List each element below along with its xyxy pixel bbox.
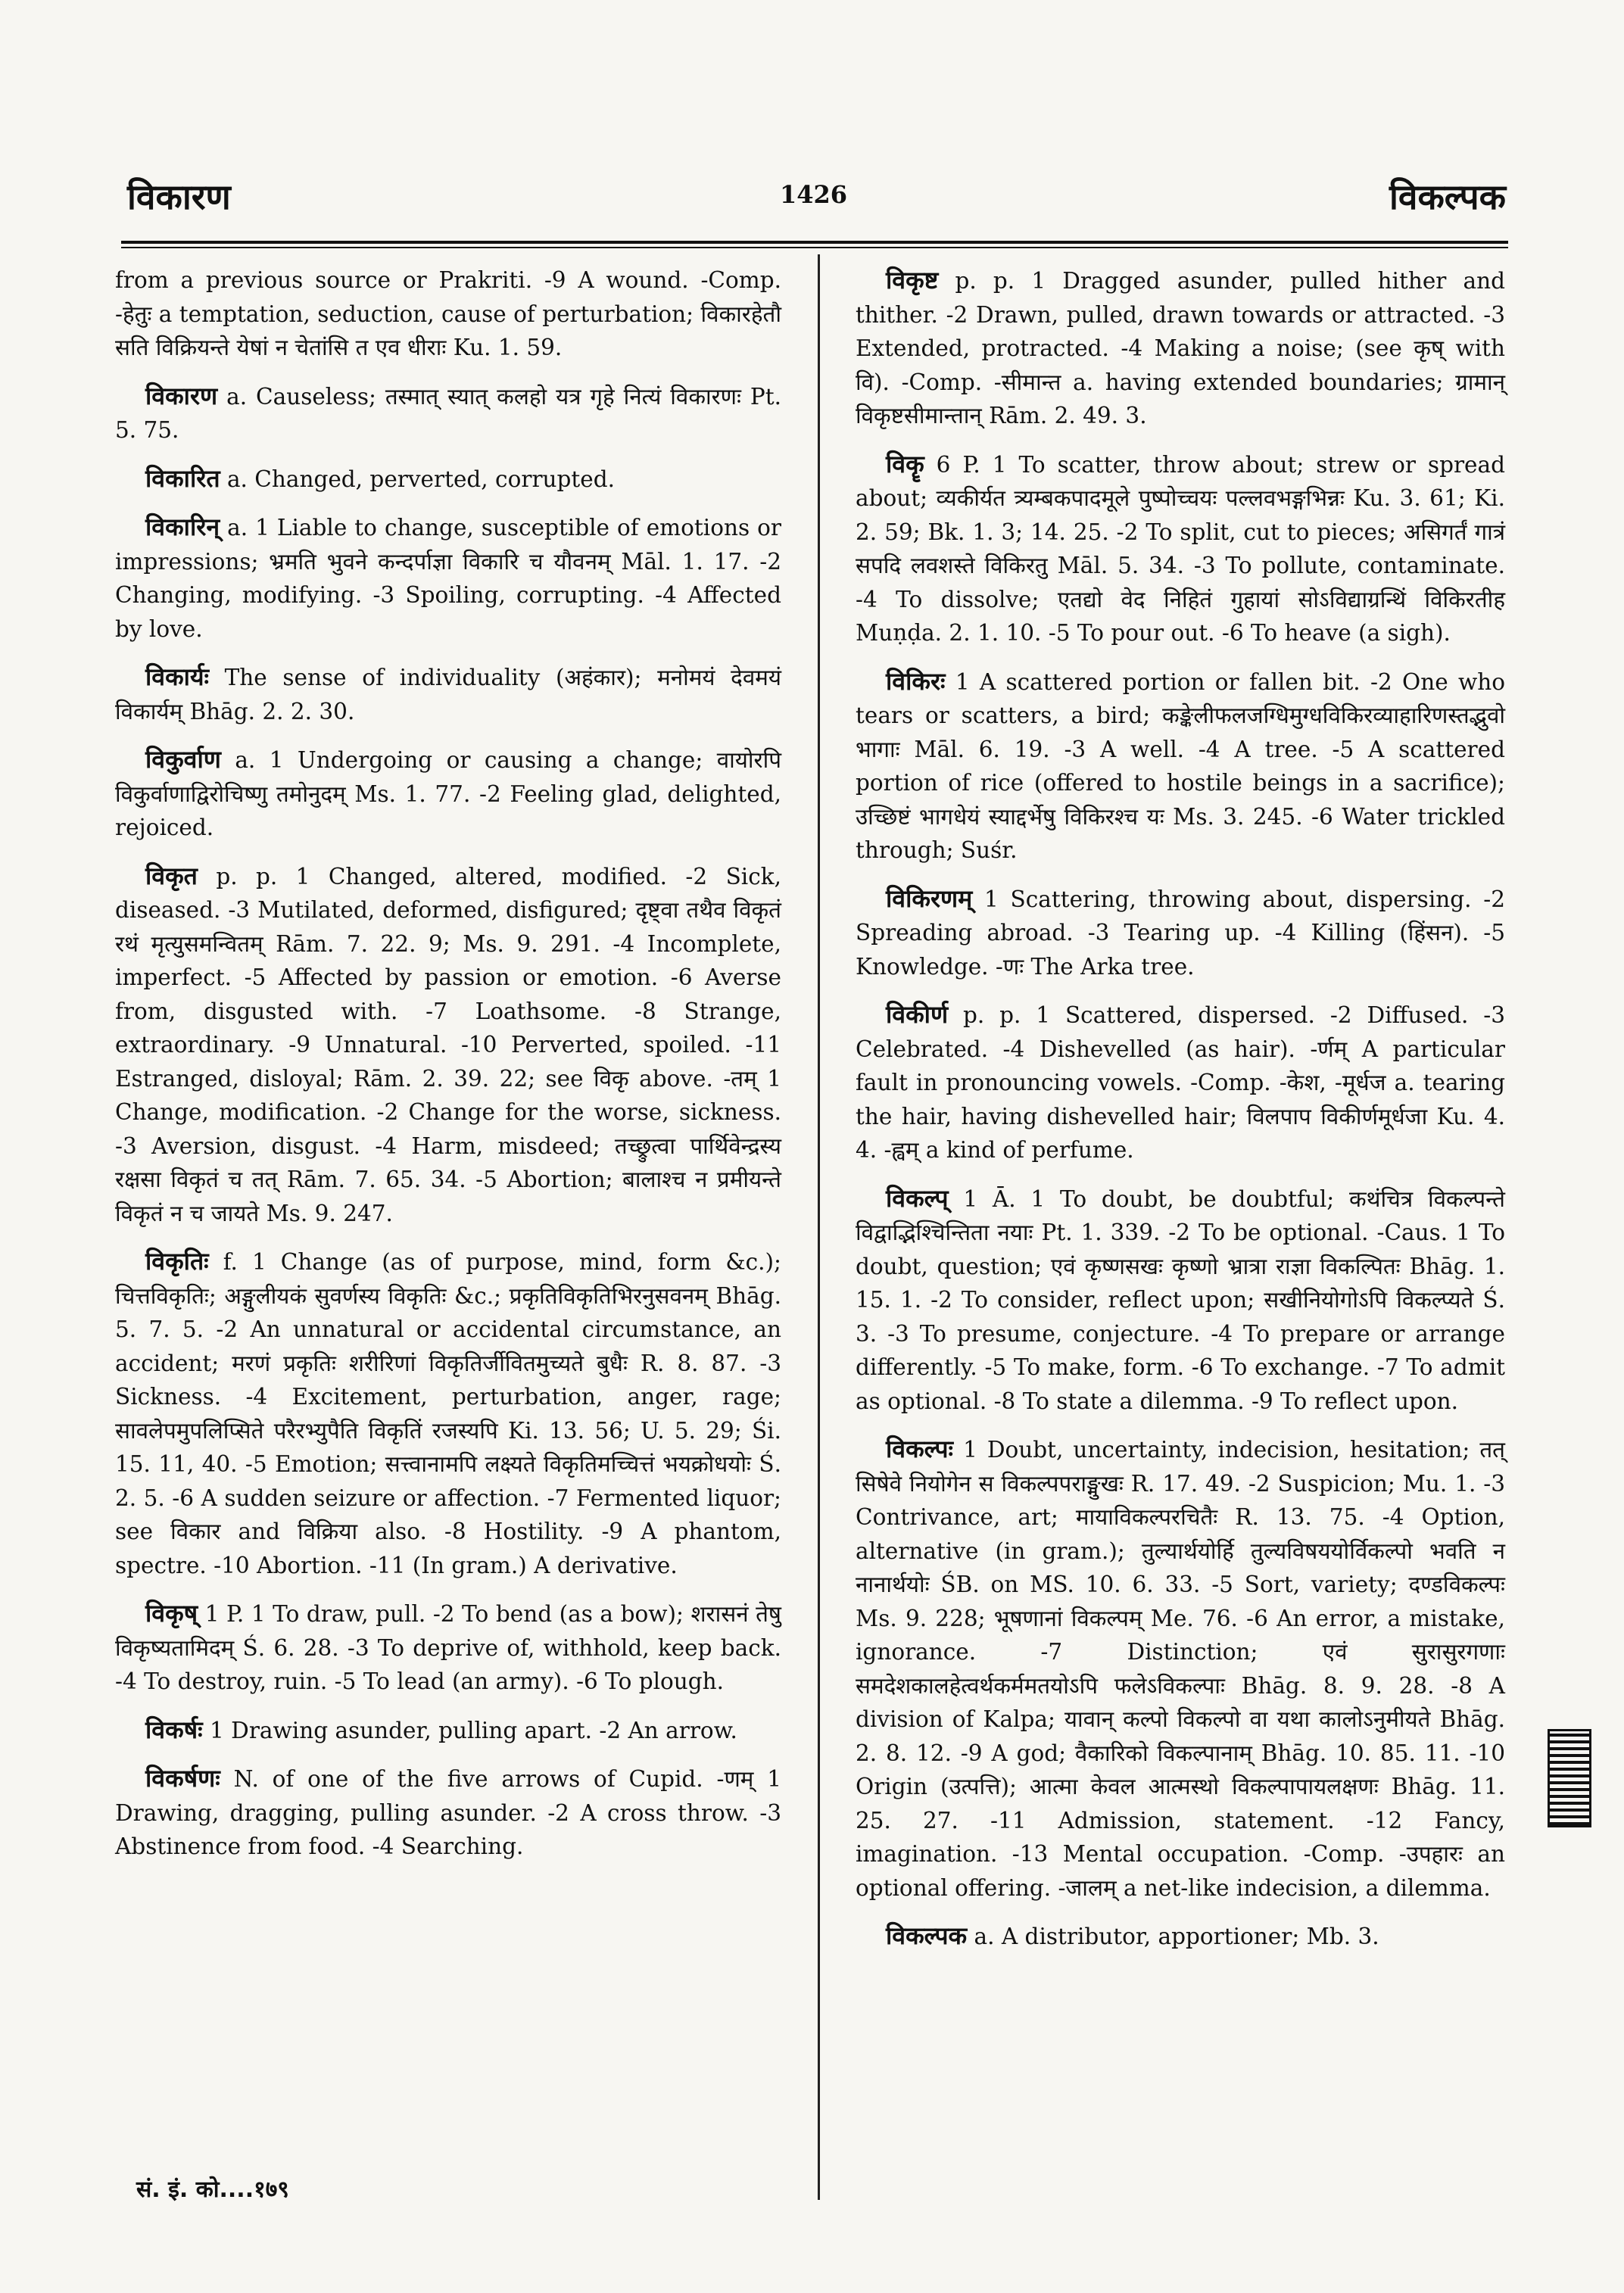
signature-mark: सं. इं. को....१७९ — [136, 2176, 289, 2203]
definition-text: a. Changed, perverted, corrupted. — [226, 466, 615, 492]
dictionary-entry — [856, 882, 1505, 984]
headword: विकल्पः — [886, 1435, 954, 1463]
headword: विकिरणम् — [886, 883, 973, 913]
headword: विकॄ — [886, 449, 924, 478]
header-rule — [121, 241, 1508, 244]
right-column — [856, 263, 1505, 1968]
dictionary-entry — [115, 743, 781, 845]
definition-text: a. 1 Liable to change, susceptible of emotions or impressions; भ्रमति भुवने कन्दर्पाज्ञा विकारि च यौवनम् Māl. 1. 17. -2 Changing, modifying. -3 Spoiling, corrupting. -4 Affected by love. — [115, 515, 781, 642]
headword: विकृतिः — [145, 1247, 209, 1276]
dictionary-entry — [856, 998, 1505, 1167]
dictionary-entry — [856, 1182, 1505, 1419]
headword: विकारित — [145, 463, 220, 493]
page-number: 1426 — [780, 180, 848, 209]
dictionary-entry — [115, 1713, 781, 1748]
dictionary-entry — [115, 379, 781, 447]
header-rule-thin — [121, 247, 1508, 248]
headword: विकुर्वाण — [145, 745, 221, 774]
dictionary-entry — [856, 1919, 1505, 1954]
headword: विकल्प् — [886, 1183, 949, 1213]
headword: विकारण — [145, 381, 218, 410]
column-divider — [818, 254, 820, 2200]
definition-text: a. Causeless; तस्मात् स्यात् कलहो यत्र गृहे नित्यं विकारणः Pt. 5. 75. — [115, 383, 781, 443]
definition-text: 1 Doubt, uncertainty, indecision, hesitation; तत् सिषेवे नियोगेन स विकल्पपराङ्मुखः R. 17. 49. -2 Suspicion; Mu. 1. -3 Contrivance, art; मायाविकल्परचितैः R. 13. 75. -4 Option, alternative (in gram.); तुल्यार्थयोर्हि तुल्यविषययोर्विकल्पो भवति न नानार्थयोः ŚB. on MS. 10. 6. 33. -5 Sort, variety; दण्डविकल्पः Ms. 9. 228; भूषणानां विकल्पम् Me. 76. -6 An error, a mistake, ignorance. -7 Distinction; एवं सुरासुरगणाः समदेशकालहेत्वर्थकर्ममतयोऽपि फलेऽविकल्पाः Bhāg. 8. 9. 28. -8 A division of Kalpa; यावान् कल्पो विकल्पो वा यथा कालोऽनुमीयते Bhāg. 2. 8. 12. -9 A god; वैकारिको विकल्पानाम् Bhāg. 10. 85. 11. -10 Origin (उत्पत्ति); आत्मा केवल आत्मस्थो विकल्पापायलक्षणः Bhāg. 11. 25. 27. -11 Admission, statement. -12 Fancy, imagination. -13 Mental occupation. -Comp. -उपहारः an optional offering. -जालम् a net-like indecision, a dilemma. — [856, 1437, 1505, 1901]
definition-text: 1 Drawing asunder, pulling apart. -2 An arrow. — [210, 1717, 737, 1743]
dictionary-entry — [856, 1432, 1505, 1905]
headword: विकृष्ट — [886, 266, 939, 294]
headword: विकिरः — [886, 666, 946, 696]
definition-text: 6 P. 1 To scatter, throw about; strew or spread about; व्यकीर्यत त्र्यम्बकपादमूले पुष्पोच्चयः पल्लवभङ्गभिन्नः Ku. 3. 61; Ki. 2. 59; Bk. 1. 3; 14. 25. -2 To split, cut to pieces; असिगर्तं गात्रं सपदि लवशस्ते विकिरतु Māl. 5. 34. -3 To pollute, contaminate. -4 To dissolve; एतद्यो वेद निहितं गुहायां सोऽविद्याग्रन्थिं विकिरतीह Muṇḍa. 2. 1. 10. -5 To pour out. -6 To heave (a sigh). — [856, 451, 1505, 646]
dictionary-entry — [115, 462, 781, 497]
dictionary-entry — [115, 859, 781, 1231]
headword: विकर्षः — [145, 1715, 203, 1744]
headword: विकार्यः — [145, 662, 209, 691]
definition-text: p. p. 1 Changed, altered, modified. -2 Sick, diseased. -3 Mutilated, deformed, disfigured; दृष्ट्वा तथैव विकृतं रथं मृत्युसमन्वितम् Rām. 7. 22. 9; Ms. 9. 291. -4 Incomplete, imperfect. -5 Affected by passion or emotion. -6 Averse from, disgusted with. -7 Loathsome. -8 Strange, extraordinary. -9 Unnatural. -10 Perverted, spoiled. -11 Estranged, disloyal; Rām. 2. 39. 22; see विकृ above. -तम् 1 Change, modification. -2 Change for the worse, sickness. -3 Aversion, disgust. -4 Harm, misdeed; तच्छ्रुत्वा पार्थिवेन्द्रस्य रक्षसा विकृतं च तत् Rām. 7. 65. 34. -5 Abortion; बालाश्च न प्रमीयन्ते विकृतं न च जायते Ms. 9. 247. — [115, 863, 781, 1226]
definition-text: from a previous source or Prakriti. -9 A wound. -Comp. -हेतुः a temptation, seduction, cause of perturbation; विकारहेतौ सति विक्रियन्ते येषां न चेतांसि त एव धीराः Ku. 1. 59. — [115, 267, 781, 360]
definition-text: The sense of individuality (अहंकार); मनोमयं देवमयं विकार्यम् Bhāg. 2. 2. 30. — [115, 665, 781, 724]
dictionary-entry — [115, 1597, 781, 1699]
definition-text: p. p. 1 Dragged asunder, pulled hither and thither. -2 Drawn, pulled, drawn towards or attracted. -3 Extended, protracted. -4 Making a noise; (see कृष् with वि). -Comp. -सीमान्त a. having extended boundaries; ग्रामान् विकृष्टसीमान्तान् Rām. 2. 49. 3. — [856, 268, 1505, 428]
dictionary-entry — [856, 263, 1505, 433]
headword: विकल्पक — [886, 1921, 968, 1950]
definition-text: p. p. 1 Scattered, dispersed. -2 Diffused. -3 Celebrated. -4 Dishevelled (as hair). -र्णम् A particular fault in pronouncing vowels. -Comp. -केश, -मूर्धज a. tearing the hair, having dishevelled hair; विलपाप विकीर्णमूर्धजा Ku. 4. 4. -ह्वम् a kind of perfume. — [856, 1002, 1505, 1163]
headword: विकर्षणः — [145, 1764, 220, 1793]
dictionary-entry — [856, 447, 1505, 650]
thumb-index-tab — [1548, 1729, 1591, 1827]
dictionary-entry — [115, 263, 781, 365]
definition-text: 1 Scattering, throwing about, dispersing. -2 Spreading abroad. -3 Tearing up. -4 Killing (हिंसन). -5 Knowledge. -णः The Arka tree. — [856, 886, 1505, 980]
definition-text: 1 Ā. 1 To doubt, be doubtful; कथंचित्र विकल्पन्ते विद्वाद्भिश्चिन्तिता नयाः Pt. 1. 339. -2 To be optional. -Caus. 1 To doubt, question; एवं कृष्णसखः कृष्णो भ्रात्रा राज्ञा विकल्पितः Bhāg. 1. 15. 1. -2 To consider, reflect upon; सखीनियोगोऽपि विकल्प्यते Ś. 3. -3 To presume, conjecture. -4 To prepare or arrange differently. -5 To make, form. -6 To exchange. -7 To admit as optional. -8 To state a dilemma. -9 To reflect upon. — [856, 1185, 1505, 1414]
running-head-left: विकारण — [127, 176, 231, 217]
definition-text: f. 1 Change (as of purpose, mind, form &c.); चित्तविकृतिः; अङ्गुलीयकं सुवर्णस्य विकृतिः &c.; प्रकृतिविकृतिभिरनुसवनम् Bhāg. 5. 7. 5. -2 An unnatural or accidental circumstance, an accident; मरणं प्रकृतिः शरीरिणां विकृतिर्जीवितमुच्यते बुधैः R. 8. 87. -3 Sickness. -4 Excitement, perturbation, anger, rage; सावलेपमुपलिप्सिते परैरभ्युपैति विकृतिं रजस्यपि Ki. 13. 56; U. 5. 29; Śi. 15. 11, 40. -5 Emotion; सत्त्वानामपि लक्ष्यते विकृतिमच्चित्तं भयक्रोधयोः Ś. 2. 5. -6 A sudden seizure or affection. -7 Fermented liquor; see विकार and विक्रिया also. -8 Hostility. -9 A phantom, spectre. -10 Abortion. -11 (In gram.) A derivative. — [115, 1249, 781, 1578]
headword: विकीर्ण — [886, 1000, 949, 1029]
dictionary-entry — [115, 510, 781, 646]
definition-text: N. of one of the five arrows of Cupid. -णम् 1 Drawing, dragging, pulling asunder. -2 A cross throw. -3 Abstinence from food. -4 Searching. — [115, 1766, 781, 1859]
definition-text: 1 A scattered portion or fallen bit. -2 One who tears or scatters, a bird; कङ्केलीफलजग्धिमुग्धविकिरव्याहारिणस्तद्भुवो भागाः Māl. 6. 19. -3 A well. -4 A tree. -5 A scattered portion of rice (offered to hostile beings in a sacrifice); उच्छिष्टं भागधेयं स्याद्दर्भेषु विकिरश्च यः Ms. 3. 245. -6 Water trickled through; Suśr. — [856, 668, 1505, 863]
headword: विकृत — [145, 861, 198, 890]
running-head-right: विकल्पक — [1389, 176, 1506, 217]
definition-text: a. 1 Undergoing or causing a change; वायोरपि विकुर्वाणाद्विरोचिष्णु तमोनुदम् Ms. 1. 77. -2 Feeling glad, delighted, rejoiced. — [115, 747, 781, 840]
headword: विकृष् — [145, 1599, 198, 1628]
dictionary-entry — [856, 665, 1505, 868]
left-column — [115, 263, 781, 1878]
headword: विकारिन् — [145, 512, 220, 541]
dictionary-entry — [115, 1245, 781, 1582]
definition-text: 1 P. 1 To draw, pull. -2 To bend (as a bow); शरासनं तेषु विकृष्यतामिदम् Ś. 6. 28. -3 To deprive of, withhold, keep back. -4 To destroy, ruin. -5 To lead (an army). -6 To plough. — [115, 1601, 781, 1694]
dictionary-entry — [115, 1762, 781, 1864]
definition-text: a. A distributor, apportioner; Mb. 3. — [974, 1924, 1379, 1949]
dictionary-entry — [115, 660, 781, 728]
